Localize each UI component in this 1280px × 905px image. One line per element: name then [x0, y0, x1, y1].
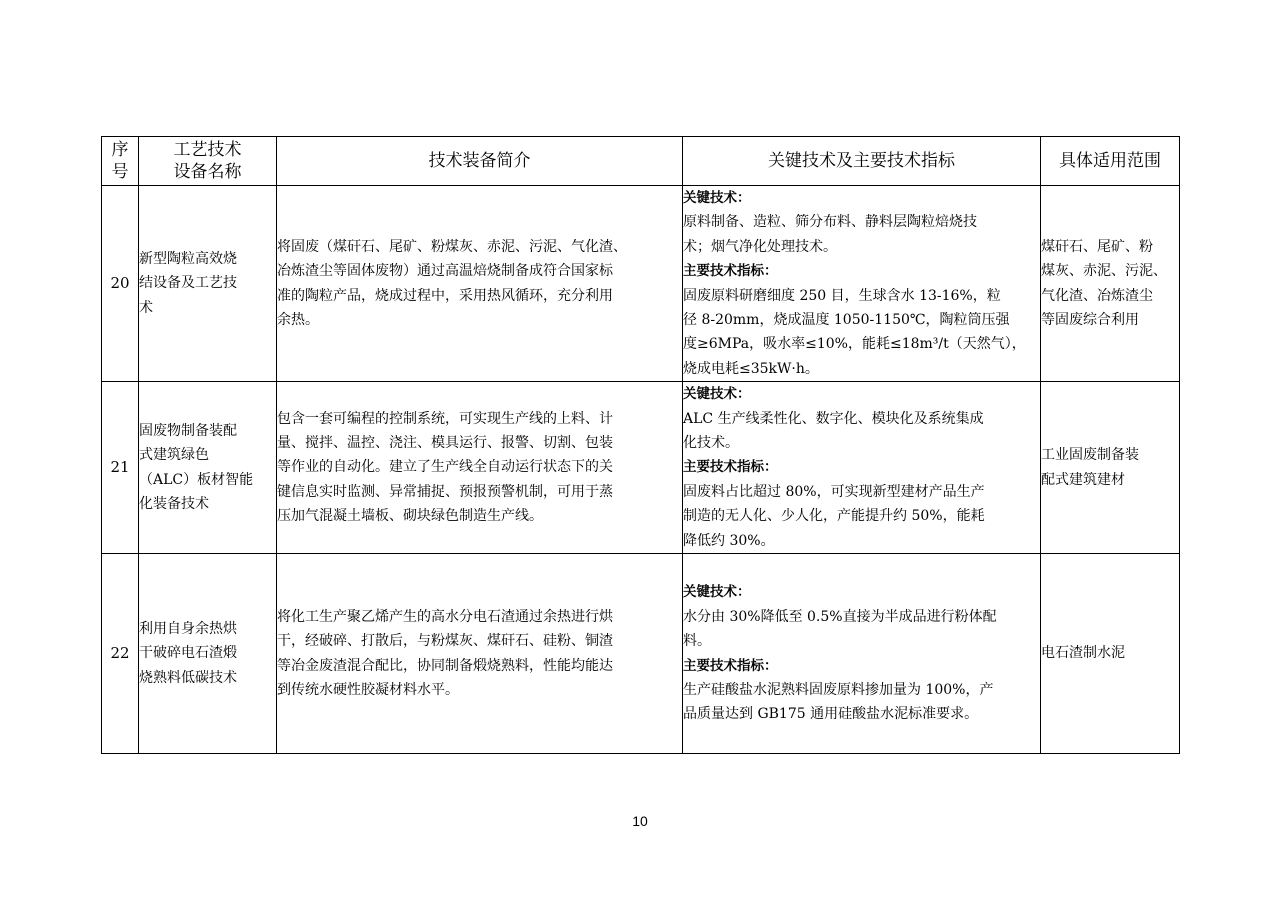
table-row	[102, 382, 1180, 554]
key-tech-line: 术；烟气净化处理技术。	[683, 238, 837, 255]
key-tech-line: ALC 生产线柔性化、数字化、模块化及系统集成	[683, 410, 984, 427]
intro-line: 余热。	[277, 312, 319, 329]
technology-table	[101, 136, 1180, 754]
metrics-line: 径 8-20mm，烧成温度 1050-1150℃，陶粒筒压强	[683, 312, 1010, 329]
tech-name-line: 化装备技术	[139, 496, 209, 513]
key-tech-cell	[683, 554, 1041, 754]
metrics-line: 固废原料研磨细度 250 目，生球含水 13-16%，粒	[683, 287, 1001, 304]
tech-name-line: （ALC）板材智能	[139, 471, 254, 488]
tech-name-line: 式建筑绿色	[139, 447, 209, 464]
header-seq	[102, 137, 139, 186]
scope-line: 煤灰、赤泥、污泥、	[1041, 263, 1167, 280]
header-name-line: 工艺技术	[173, 140, 242, 160]
intro-line: 将化工生产聚乙烯产生的高水分电石渣通过余热进行烘	[277, 608, 613, 625]
scope-cell	[1041, 554, 1180, 754]
header-seq-line: 序	[111, 140, 129, 160]
intro-line: 准的陶粒产品，烧成过程中，采用热风循环，充分利用	[277, 287, 613, 304]
scope-line: 配式建筑建材	[1041, 471, 1125, 488]
tech-name-cell	[139, 186, 277, 382]
metrics-label: 主要技术指标：	[683, 263, 778, 280]
key-tech-line: 料。	[683, 633, 711, 650]
intro-line: 到传统水硬性胶凝材料水平。	[277, 682, 459, 698]
row-number: 21	[102, 382, 139, 554]
intro-cell	[277, 186, 683, 382]
metrics-line: 生产硅酸盐水泥熟料固废原料掺加量为 100%，产	[683, 682, 994, 698]
scope-line: 工业固废制备装	[1041, 447, 1139, 464]
page-number: 10	[632, 813, 648, 829]
metrics-line: 烧成电耗≤35kW·h。	[683, 360, 819, 377]
metrics-line: 制造的无人化、少人化，产能提升约 50%，能耗	[683, 508, 985, 525]
header-name-line: 设备名称	[173, 162, 242, 182]
tech-name-cell	[139, 382, 277, 554]
header-scope: 具体适用范围	[1041, 137, 1180, 186]
key-tech-label: 关键技术：	[683, 584, 751, 601]
intro-line: 干，经破碎、打散后，与粉煤灰、煤矸石、硅粉、铜渣	[277, 633, 613, 650]
table-header-row	[102, 137, 1180, 186]
key-tech-line: 水分由 30%降低至 0.5%直接为半成品进行粉体配	[683, 608, 997, 625]
intro-line: 量、搅拌、温控、浇注、模具运行、报警、切割、包装	[277, 435, 613, 452]
intro-line: 等作业的自动化。建立了生产线全自动运行状态下的关	[277, 459, 613, 476]
scope-cell	[1041, 382, 1180, 554]
row-number: 22	[102, 554, 139, 754]
intro-line: 键信息实时监测、异常捕捉、预报预警机制，可用于蒸	[277, 483, 613, 500]
key-tech-cell	[683, 186, 1041, 382]
metrics-line: 品质量达到 GB175 通用硅酸盐水泥标准要求。	[683, 706, 979, 723]
table-row	[102, 554, 1180, 754]
intro-line: 将固废（煤矸石、尾矿、粉煤灰、赤泥、污泥、气化渣、	[277, 238, 627, 255]
intro-line: 包含一套可编程的控制系统，可实现生产线的上料、计	[277, 410, 613, 427]
metrics-label: 主要技术指标：	[683, 459, 778, 476]
metrics-line: 降低约 30%。	[683, 532, 775, 549]
header-key: 关键技术及主要技术指标	[683, 137, 1041, 186]
intro-line: 压加气混凝土墙板、砌块绿色制造生产线。	[277, 508, 543, 525]
tech-name-line: 固废物制备装配	[139, 422, 237, 439]
key-tech-label: 关键技术：	[683, 190, 751, 206]
metrics-line: 固废料占比超过 80%，可实现新型建材产品生产	[683, 483, 985, 500]
scope-line: 等固废综合利用	[1041, 312, 1139, 329]
tech-name-line: 干破碎电石渣煅	[139, 645, 237, 662]
tech-name-line: 新型陶粒高效烧	[139, 251, 237, 268]
key-tech-line: 化技术。	[683, 435, 739, 452]
intro-line: 冶炼渣尘等固体废物）通过高温焙烧制备成符合国家标	[277, 263, 613, 280]
metrics-label: 主要技术指标：	[683, 657, 778, 674]
scope-line: 煤矸石、尾矿、粉	[1041, 238, 1153, 255]
key-tech-line: 原料制备、造粒、筛分布料、静料层陶粒焙烧技	[683, 214, 977, 231]
metrics-line: 度≥6MPa，吸水率≤10%，能耗≤18m³/t（天然气），	[683, 336, 1026, 353]
tech-name-line: 结设备及工艺技	[139, 275, 237, 292]
table-row	[102, 186, 1180, 382]
tech-name-line: 烧熟料低碳技术	[139, 669, 237, 686]
scope-cell	[1041, 186, 1180, 382]
scope-line: 电石渣制水泥	[1041, 645, 1125, 662]
header-intro: 技术装备简介	[277, 137, 683, 186]
intro-cell	[277, 382, 683, 554]
key-tech-cell	[683, 382, 1041, 554]
intro-cell	[277, 554, 683, 754]
key-tech-label: 关键技术：	[683, 386, 751, 403]
intro-line: 等冶金废渣混合配比，协同制备煅烧熟料，性能均能达	[277, 657, 613, 674]
tech-name-cell	[139, 554, 277, 754]
tech-name-line: 术	[139, 299, 153, 316]
header-seq-line: 号	[111, 162, 129, 182]
tech-name-line: 利用自身余热烘	[139, 620, 237, 637]
scope-line: 气化渣、冶炼渣尘	[1041, 287, 1153, 304]
header-name	[139, 137, 277, 186]
row-number: 20	[102, 186, 139, 382]
